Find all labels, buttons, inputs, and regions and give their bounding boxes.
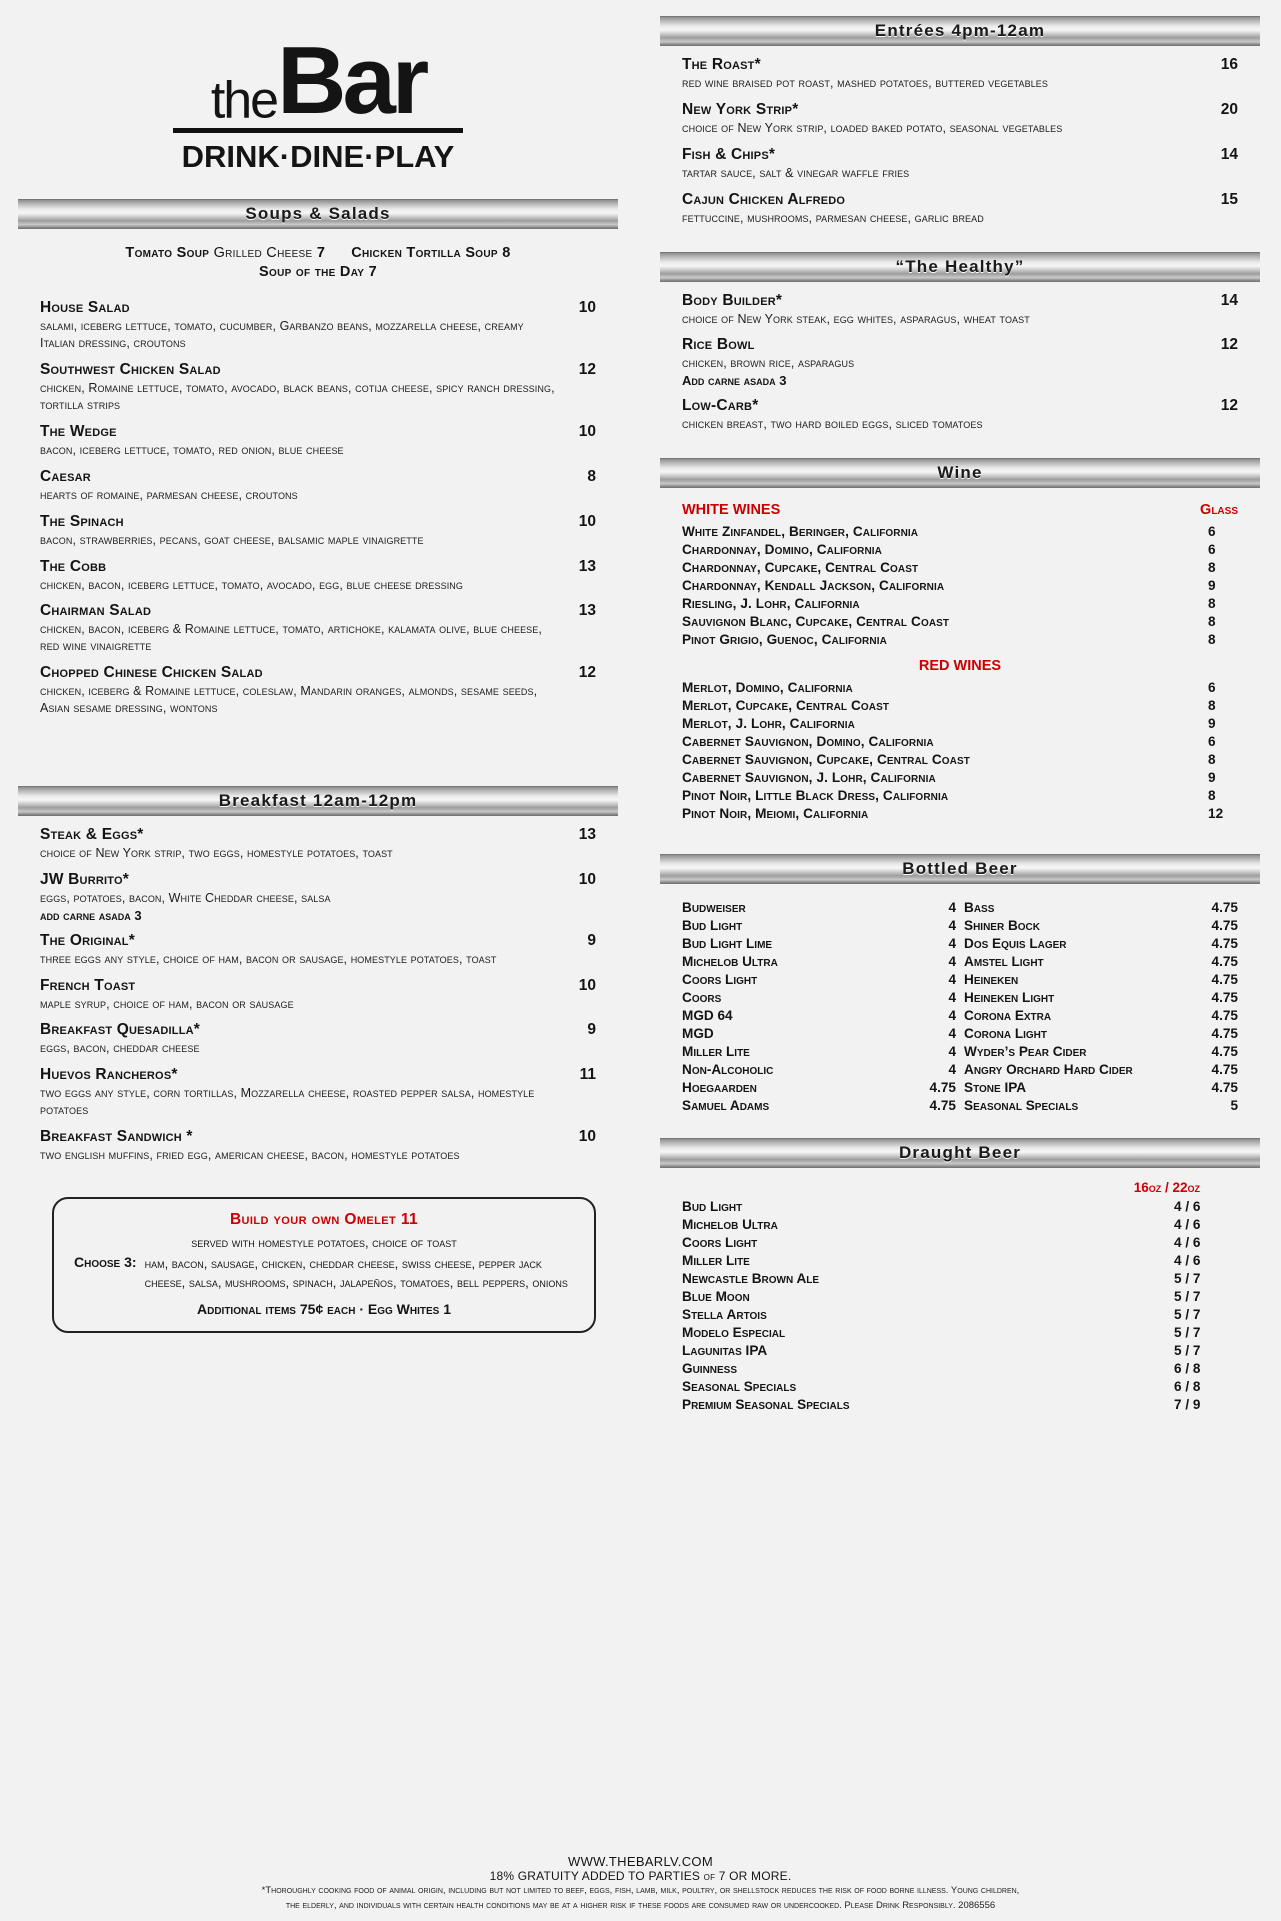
beer-price: 4.75 <box>1211 1079 1238 1095</box>
wine-price: 8 <box>1208 559 1216 575</box>
bottled-beer-grid <box>660 888 1260 1122</box>
draught-row <box>660 1305 1260 1323</box>
item-price: 10 <box>578 976 596 994</box>
wine-name: Chardonnay, Domino, California <box>682 541 882 557</box>
draught-price: 6 / 8 <box>1174 1360 1201 1376</box>
draught-row <box>660 1215 1260 1233</box>
section-title-bottled-beer: Bottled Beer <box>902 859 1018 879</box>
item-price: 13 <box>578 602 596 620</box>
grilled-cheese-label: Grilled Cheese <box>213 245 313 262</box>
draught-price: 5 / 7 <box>1174 1342 1201 1358</box>
wine-price: 6 <box>1208 679 1216 695</box>
beer-price: 4 <box>948 1043 956 1059</box>
item-description: bacon, iceberg lettuce, tomato, red onion, blue cheese <box>40 442 344 457</box>
beer-name: Amstel Light <box>964 953 1044 969</box>
wine-name: Merlot, J. Lohr, California <box>682 715 855 731</box>
red-wines-list <box>660 678 1260 822</box>
draught-price: 5 / 7 <box>1174 1306 1201 1322</box>
beer-name: MGD <box>682 1025 714 1041</box>
omelet-choices-row <box>68 1254 580 1293</box>
draught-row <box>660 1359 1260 1377</box>
beer-row <box>964 1060 1238 1078</box>
right-column <box>660 10 1260 1413</box>
beer-price: 4 <box>948 953 956 969</box>
wine-row <box>660 804 1260 822</box>
item-description: fettuccine, mushrooms, parmesan cheese, garlic bread <box>682 210 984 225</box>
beer-price: 4 <box>948 935 956 951</box>
item-name: Body Builder* <box>682 291 783 309</box>
item-name: The Wedge <box>40 422 117 440</box>
website-url: WWW.THEBARLV.COM <box>568 1854 713 1870</box>
beer-row <box>964 934 1238 952</box>
menu-item <box>40 871 596 923</box>
item-name: Breakfast Quesadilla* <box>40 1021 201 1039</box>
draught-name: Coors Light <box>682 1234 758 1250</box>
restaurant-logo <box>18 10 618 193</box>
menu-item <box>682 292 1238 328</box>
beer-name: MGD 64 <box>682 1007 733 1023</box>
beer-name: Heineken Light <box>964 989 1055 1005</box>
draught-name: Michelob Ultra <box>682 1216 778 1232</box>
soups-line-1 <box>28 245 608 261</box>
wine-name: Merlot, Cupcake, Central Coast <box>682 697 890 713</box>
menu-item <box>40 1021 596 1057</box>
draught-row <box>660 1377 1260 1395</box>
wine-name: Riesling, J. Lohr, California <box>682 595 860 611</box>
draught-row <box>660 1395 1260 1413</box>
item-name: The Cobb <box>40 557 107 575</box>
item-description: hearts of romaine, parmesan cheese, croutons <box>40 487 298 502</box>
item-name: The Roast* <box>682 56 761 73</box>
beer-row <box>682 1006 956 1024</box>
draught-price: 4 / 6 <box>1174 1252 1201 1268</box>
wine-row <box>660 786 1260 804</box>
item-description: bacon, strawberries, pecans, goat cheese, balsamic maple vinaigrette <box>40 532 424 547</box>
draught-row <box>660 1197 1260 1215</box>
beer-name: Miller Lite <box>682 1043 750 1059</box>
beer-row <box>682 898 956 916</box>
item-price: 10 <box>578 299 596 317</box>
disclaimer-line-1: *Thoroughly cooking food of animal origin, including but not limited to beef, eggs, fish, lamb, milk, poultry, or shellstock reduces the risk of food borne illness. Young children, <box>261 1885 1020 1897</box>
item-price: 13 <box>578 557 596 575</box>
wine-row <box>660 558 1260 576</box>
item-name: The Original* <box>40 931 135 949</box>
omelet-subtitle: served with homestyle potatoes, choice of toast <box>191 1234 457 1250</box>
beer-price: 4.75 <box>1211 989 1238 1005</box>
section-header-bottled-beer <box>660 854 1260 884</box>
beer-price: 4 <box>948 899 956 915</box>
wine-row <box>660 540 1260 558</box>
wine-price: 8 <box>1208 697 1216 713</box>
beer-price: 4.75 <box>929 1097 956 1113</box>
menu-item <box>40 1066 596 1119</box>
item-price: 11 <box>579 1066 596 1084</box>
item-price: 15 <box>1220 190 1238 208</box>
beer-name: Angry Orchard Hard Cider <box>964 1061 1133 1077</box>
menu-item <box>682 146 1238 182</box>
section-title-wine: Wine <box>937 463 983 483</box>
menu-item <box>682 397 1238 433</box>
item-name: Huevos Rancheros* <box>40 1066 178 1084</box>
item-price: 12 <box>578 361 596 379</box>
wine-price: 9 <box>1208 769 1216 785</box>
item-name: Cajun Chicken Alfredo <box>682 190 846 208</box>
draught-row <box>660 1323 1260 1341</box>
beer-price: 4.75 <box>1211 1025 1238 1041</box>
item-price: 10 <box>578 512 596 530</box>
section-header-entrees <box>660 16 1260 46</box>
omelet-choices-list: ham, bacon, sausage, chicken, cheddar cheese, swiss cheese, pepper jack cheese, salsa, mushrooms, spinach, jalapeños, tomatoes, bell peppers, onions <box>144 1255 568 1291</box>
menu-item <box>40 826 596 862</box>
beer-row <box>682 1024 956 1042</box>
beer-name: Bud Light <box>682 917 743 933</box>
beer-price: 4 <box>948 989 956 1005</box>
item-price: 12 <box>1220 336 1238 354</box>
page-footer <box>0 1854 1281 1913</box>
wine-glass-label: Glass <box>1200 502 1238 519</box>
item-description: chicken, iceberg & Romaine lettuce, coleslaw, Mandarin oranges, almonds, sesame seeds, Asian sesame dressing, wontons <box>40 684 538 716</box>
item-addon: Add carne asada 3 <box>682 373 787 389</box>
wine-white-header-row <box>660 492 1260 522</box>
menu-item <box>682 336 1238 388</box>
wine-row <box>660 750 1260 768</box>
beer-name: Coors <box>682 989 722 1005</box>
wine-name: Merlot, Domino, California <box>682 679 853 695</box>
beer-row <box>964 898 1238 916</box>
beer-row <box>682 1042 956 1060</box>
beer-row <box>682 934 956 952</box>
beer-row <box>964 970 1238 988</box>
omelet-title: Build your own Omelet 11 <box>229 1210 419 1228</box>
draught-size-label: 16oz / 22oz <box>1133 1180 1200 1196</box>
menu-item <box>682 56 1238 92</box>
beer-row <box>964 916 1238 934</box>
bottled-beer-column-right <box>964 898 1238 1114</box>
item-name: Steak & Eggs* <box>40 825 144 843</box>
draught-name: Guinness <box>682 1360 738 1376</box>
item-price: 10 <box>578 1128 596 1146</box>
tomato-soup-price: 7 <box>316 245 326 262</box>
beer-row <box>682 1096 956 1114</box>
wine-price: 8 <box>1208 787 1216 803</box>
beer-row <box>964 1096 1238 1114</box>
item-description: salami, iceberg lettuce, tomato, cucumber, Garbanzo beans, mozzarella cheese, creamy Italian dressing, croutons <box>40 319 524 351</box>
soups-line-2: Soup of the Day 7 <box>259 264 377 281</box>
beer-row <box>964 1078 1238 1096</box>
wine-name: White Zinfandel, Beringer, California <box>682 523 919 539</box>
item-price: 9 <box>587 1021 596 1039</box>
logo-wordmark <box>18 27 618 134</box>
wine-price: 6 <box>1208 733 1216 749</box>
section-header-breakfast <box>18 786 618 816</box>
draught-name: Newcastle Brown Ale <box>682 1270 820 1286</box>
tomato-soup-label: Tomato Soup <box>125 245 210 262</box>
beer-price: 4.75 <box>1211 917 1238 933</box>
section-header-wine <box>660 458 1260 488</box>
draught-row <box>660 1287 1260 1305</box>
item-description: tartar sauce, salt & vinegar waffle fries <box>682 165 910 180</box>
beer-price: 5 <box>1230 1097 1238 1113</box>
beer-price: 4 <box>948 1007 956 1023</box>
wine-row <box>660 594 1260 612</box>
item-name: French Toast <box>40 976 136 994</box>
item-description: choice of New York steak, egg whites, asparagus, wheat toast <box>682 311 1030 326</box>
item-name: JW Burrito* <box>40 870 129 888</box>
draught-row <box>660 1269 1260 1287</box>
beer-name: Shiner Bock <box>964 917 1040 933</box>
draught-price: 7 / 9 <box>1174 1396 1201 1412</box>
menu-item <box>682 101 1238 137</box>
wine-name: Pinot Noir, Meiomi, California <box>682 805 869 821</box>
draught-row <box>660 1233 1260 1251</box>
logo-bar: Bar <box>277 27 426 134</box>
red-wines-label: RED WINES <box>918 658 1002 675</box>
beer-name: Bud Light Lime <box>682 935 773 951</box>
draught-name: Miller Lite <box>682 1252 750 1268</box>
section-header-soups-salads <box>18 199 618 229</box>
beer-name: Samuel Adams <box>682 1097 770 1113</box>
wine-row <box>660 696 1260 714</box>
build-your-own-omelet-box <box>52 1197 596 1333</box>
beer-price: 4.75 <box>1211 953 1238 969</box>
item-description: maple syrup, choice of ham, bacon or sausage <box>40 996 294 1011</box>
item-price: 12 <box>1220 397 1238 415</box>
menu-item <box>40 977 596 1013</box>
section-title-soups-salads: Soups & Salads <box>245 204 391 224</box>
item-description: chicken, bacon, iceberg & Romaine lettuce, tomato, artichoke, kalamata olive, blue cheese, red wine vinaigrette <box>40 622 542 654</box>
item-addon: add carne asada 3 <box>40 907 142 923</box>
beer-price: 4.75 <box>1211 1043 1238 1059</box>
wine-price: 6 <box>1208 541 1216 557</box>
left-column <box>18 10 618 1413</box>
item-price: 10 <box>578 870 596 888</box>
beer-row <box>964 1042 1238 1060</box>
beer-row <box>682 952 956 970</box>
wine-price: 8 <box>1208 595 1216 611</box>
section-title-healthy: “The Healthy” <box>895 256 1025 276</box>
menu-item <box>40 558 596 594</box>
beer-row <box>964 1006 1238 1024</box>
beer-row <box>964 1024 1238 1042</box>
menu-item <box>40 602 596 655</box>
item-description: choice of New York strip, two eggs, homestyle potatoes, toast <box>40 845 393 860</box>
item-description: eggs, potatoes, bacon, White Cheddar cheese, salsa <box>40 890 331 905</box>
wine-name: Pinot Noir, Little Black Dress, California <box>682 787 949 803</box>
beer-row <box>682 970 956 988</box>
draught-price: 5 / 7 <box>1174 1324 1201 1340</box>
menu-item <box>682 191 1238 227</box>
menu-item <box>40 361 596 414</box>
wine-row <box>660 714 1260 732</box>
item-description: two english muffins, fried egg, american cheese, bacon, homestyle potatoes <box>40 1148 460 1163</box>
beer-price: 4.75 <box>929 1079 956 1095</box>
wine-price: 9 <box>1208 715 1216 731</box>
wine-row <box>660 576 1260 594</box>
omelet-choose-label: Choose 3: <box>74 1253 137 1270</box>
wine-row <box>660 612 1260 630</box>
item-description: chicken breast, two hard boiled eggs, sliced tomatoes <box>682 417 983 432</box>
draught-price: 4 / 6 <box>1174 1234 1201 1250</box>
item-price: 9 <box>587 931 596 949</box>
item-price: 13 <box>578 825 596 843</box>
item-description: two eggs any style, corn tortillas, Mozzarella cheese, roasted pepper salsa, homestyle potatoes <box>40 1086 535 1118</box>
beer-name: Seasonal Specials <box>964 1097 1079 1113</box>
beer-price: 4.75 <box>1211 1061 1238 1077</box>
white-wines-label: WHITE WINES <box>682 502 781 519</box>
beer-price: 4 <box>948 971 956 987</box>
item-description: choice of New York strip, loaded baked potato, seasonal vegetables <box>682 120 1063 135</box>
wine-price: 8 <box>1208 631 1216 647</box>
item-name: New York Strip* <box>682 100 799 118</box>
draught-row <box>660 1251 1260 1269</box>
item-description: chicken, bacon, iceberg lettuce, tomato, avocado, egg, blue cheese dressing <box>40 577 463 592</box>
wine-name: Cabernet Sauvignon, J. Lohr, California <box>682 769 936 785</box>
item-description: three eggs any style, choice of ham, bacon or sausage, homestyle potatoes, toast <box>40 951 497 966</box>
item-name: Fish & Chips* <box>682 145 776 163</box>
item-name: Breakfast Sandwich * <box>40 1128 193 1146</box>
draught-price: 4 / 6 <box>1174 1198 1201 1214</box>
beer-name: Corona Light <box>964 1025 1048 1041</box>
wine-price: 8 <box>1208 613 1216 629</box>
beer-price: 4.75 <box>1211 935 1238 951</box>
beer-price: 4 <box>948 1025 956 1041</box>
section-header-healthy <box>660 252 1260 282</box>
beer-price: 4.75 <box>1211 899 1238 915</box>
beer-price: 4 <box>948 1061 956 1077</box>
beer-row <box>682 1078 956 1096</box>
draught-name: Premium Seasonal Specials <box>682 1396 850 1412</box>
wine-price: 8 <box>1208 751 1216 767</box>
menu-item <box>40 664 596 717</box>
draught-name: Stella Artois <box>682 1306 767 1322</box>
item-description: red wine braised pot roast, mashed potatoes, buttered vegetables <box>682 76 1049 90</box>
draught-name: Modelo Especial <box>682 1324 786 1340</box>
menu-item <box>40 1128 596 1164</box>
wine-name: Cabernet Sauvignon, Domino, California <box>682 733 934 749</box>
menu-item <box>40 468 596 504</box>
section-header-draught-beer <box>660 1138 1260 1168</box>
item-description: eggs, bacon, cheddar cheese <box>40 1041 200 1056</box>
disclaimer-line-2: the elderly, and individuals with certain health conditions may be at a higher risk if these foods are consumed raw or undercooked. Please Drink Responsibly. 2086556 <box>285 1900 996 1912</box>
beer-row <box>682 1060 956 1078</box>
draught-price: 4 / 6 <box>1174 1216 1201 1232</box>
beer-name: Coors Light <box>682 971 758 987</box>
section-title-breakfast: Breakfast 12am-12pm <box>218 790 418 810</box>
item-price: 8 <box>587 467 596 485</box>
wine-name: Sauvignon Blanc, Cupcake, Central Coast <box>682 613 950 629</box>
item-name: Chopped Chinese Chicken Salad <box>40 664 263 682</box>
menu-item <box>40 932 596 968</box>
item-name: House Salad <box>40 299 130 317</box>
item-price: 14 <box>1220 291 1238 309</box>
item-price: 14 <box>1220 145 1238 163</box>
item-description: chicken, brown rice, asparagus <box>682 356 855 371</box>
soups-salads-items <box>18 293 618 736</box>
soups-top-lines <box>18 233 618 293</box>
wine-name: Chardonnay, Kendall Jackson, California <box>682 577 945 593</box>
item-name: Chairman Salad <box>40 602 152 620</box>
item-name: Rice Bowl <box>682 336 755 354</box>
beer-name: Non-Alcoholic <box>682 1061 774 1077</box>
section-title-entrees: Entrées 4pm-12am <box>874 21 1046 40</box>
beer-row <box>964 988 1238 1006</box>
beer-name: Heineken <box>964 971 1019 987</box>
draught-name: Lagunitas IPA <box>682 1342 768 1358</box>
item-name: Caesar <box>40 467 91 485</box>
beer-price: 4.75 <box>1211 971 1238 987</box>
item-price: 16 <box>1220 56 1238 73</box>
draught-name: Blue Moon <box>682 1288 750 1304</box>
logo-tagline: DRINK·DINE·PLAY <box>181 139 455 175</box>
beer-name: Hoegaarden <box>682 1079 757 1095</box>
item-name: Southwest Chicken Salad <box>40 361 221 379</box>
draught-price: 5 / 7 <box>1174 1288 1201 1304</box>
menu-item <box>40 423 596 459</box>
menu-item <box>40 299 596 352</box>
beer-name: Wyder’s Pear Cider <box>964 1043 1087 1059</box>
white-wines-list <box>660 522 1260 648</box>
draught-beer-list <box>660 1197 1260 1413</box>
logo-the: the <box>210 71 278 130</box>
wine-price: 9 <box>1208 577 1216 593</box>
item-name: The Spinach <box>40 512 124 530</box>
beer-name: Budweiser <box>682 899 746 915</box>
entrees-items <box>660 50 1260 246</box>
gratuity-notice: 18% GRATUITY ADDED TO PARTIES of 7 OR MORE. <box>489 1869 792 1884</box>
item-description: chicken, Romaine lettuce, tomato, avocado, black beans, cotija cheese, spicy ranch dressing, tortilla strips <box>40 381 555 413</box>
breakfast-items <box>18 820 618 1183</box>
draught-row <box>660 1341 1260 1359</box>
wine-row <box>660 768 1260 786</box>
omelet-additional-items: Additional items 75¢ each · Egg Whites 1 <box>196 1300 452 1317</box>
beer-price: 4.75 <box>1211 1007 1238 1023</box>
item-price: 10 <box>578 422 596 440</box>
draught-price: 5 / 7 <box>1174 1270 1201 1286</box>
item-name: Low-Carb* <box>682 397 759 415</box>
draught-name: Seasonal Specials <box>682 1378 797 1394</box>
wine-price: 12 <box>1208 805 1224 821</box>
item-price: 12 <box>578 664 596 682</box>
beer-name: Dos Equis Lager <box>964 935 1067 951</box>
bottled-beer-column-left <box>682 898 956 1114</box>
draught-name: Bud Light <box>682 1198 743 1214</box>
beer-row <box>682 916 956 934</box>
beer-name: Michelob Ultra <box>682 953 778 969</box>
beer-name: Stone IPA <box>964 1079 1027 1095</box>
healthy-items <box>660 286 1260 453</box>
chicken-tortilla-soup: Chicken Tortilla Soup 8 <box>351 245 511 262</box>
wine-price: 6 <box>1208 523 1216 539</box>
beer-name: Bass <box>964 899 995 915</box>
beer-row <box>964 952 1238 970</box>
wine-name: Cabernet Sauvignon, Cupcake, Central Coast <box>682 751 970 767</box>
wine-row <box>660 732 1260 750</box>
wine-row <box>660 678 1260 696</box>
draught-price: 6 / 8 <box>1174 1378 1201 1394</box>
section-title-draught-beer: Draught Beer <box>898 1143 1022 1163</box>
beer-price: 4 <box>948 917 956 933</box>
item-price: 20 <box>1220 100 1238 118</box>
wine-row <box>660 630 1260 648</box>
wine-name: Pinot Grigio, Guenoc, California <box>682 631 887 647</box>
beer-name: Corona Extra <box>964 1007 1052 1023</box>
beer-row <box>682 988 956 1006</box>
wine-row <box>660 522 1260 540</box>
menu-item <box>40 513 596 549</box>
wine-name: Chardonnay, Cupcake, Central Coast <box>682 559 919 575</box>
